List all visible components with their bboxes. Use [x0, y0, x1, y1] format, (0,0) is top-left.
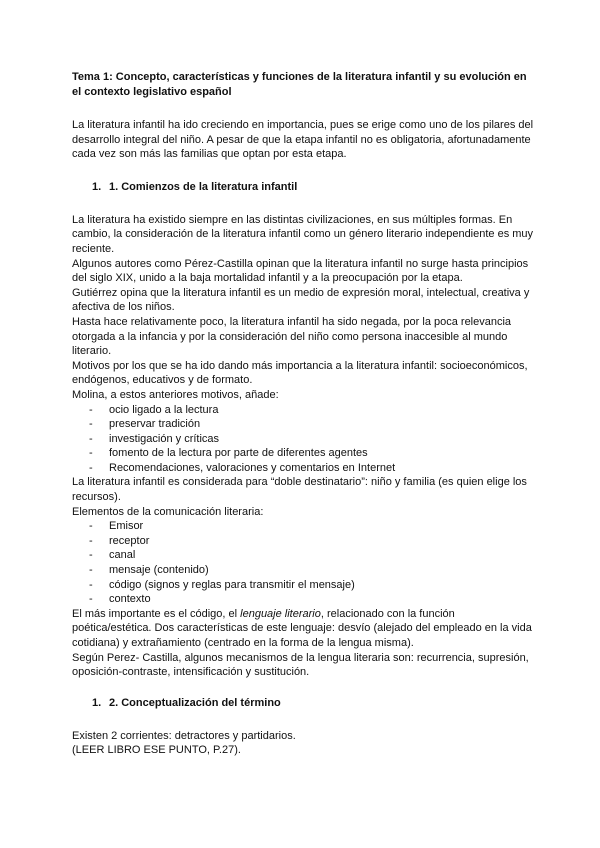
- section-1-heading: [72, 180, 534, 195]
- section-1-title: 1. Comienzos de la literatura infantil: [109, 180, 298, 193]
- s1-paragraph-9: El más importante es el código, el lenguaje literario, relacionado con la función poética/estética. Dos características de este lenguaje: desvío (alejado del empleado en la vida cotidiana) y extrañamiento (centrado en la forma de la lengua misma).: [72, 607, 532, 649]
- dash-marker: -: [89, 403, 93, 416]
- section-2-title: 2. Conceptualización del término: [109, 696, 281, 709]
- dash-marker: -: [89, 520, 93, 533]
- communication-elements-list: [72, 519, 534, 607]
- list-item: - ocio ligado a la lectura: [89, 403, 219, 416]
- s1-paragraph-3: Gutiérrez opina que la literatura infantil es un medio de expresión moral, intelectual, creativa y afectiva de los niños.: [72, 286, 530, 314]
- dash-marker: -: [89, 432, 93, 445]
- dash-marker: -: [89, 534, 93, 547]
- list-item: - receptor: [89, 534, 150, 547]
- motives-list: [72, 403, 534, 476]
- s1-paragraph-2: Algunos autores como Pérez-Castilla opinan que la literatura infantil no surge hasta principios del siglo XIX, unido a la baja mortalidad infantil y a la preocupación por la etapa.: [72, 257, 529, 285]
- section-1-number: 1.: [92, 180, 102, 193]
- emphasis-lenguaje-literario: lenguaje literario: [240, 607, 321, 620]
- list-item: - Recomendaciones, valoraciones y comentarios en Internet: [89, 461, 396, 474]
- list-item: - contexto: [89, 593, 151, 606]
- s1-paragraph-7: La literatura infantil es considerada para “doble destinatario”: niño y familia (es quien elige los recursos).: [72, 476, 527, 504]
- s2-paragraph-1: Existen 2 corrientes: detractores y partidarios.: [72, 729, 296, 742]
- list-item: - investigación y críticas: [89, 432, 220, 445]
- list-item: - mensaje (contenido): [89, 564, 209, 577]
- list-item: - código (signos y reglas para transmitir el mensaje): [89, 578, 355, 591]
- s1-paragraph-4: Hasta hace relativamente poco, la literatura infantil ha sido negada, por la poca relevancia otorgada a la infancia y por la consideración del niño como persona inaccesible al mundo literario.: [72, 315, 512, 358]
- intro-paragraph: La literatura infantil ha ido creciendo en importancia, pues se erige como uno de los pilares del desarrollo integral del niño. A pesar de que la etapa infantil no es obligatoria, afortunadamente cada vez son más las familias que optan por esta etapa.: [72, 119, 534, 161]
- list-item: - preservar tradición: [89, 418, 201, 431]
- dash-marker: -: [89, 418, 93, 431]
- dash-marker: -: [89, 578, 93, 591]
- s2-paragraph-2: (LEER LIBRO ESE PUNTO, P.27).: [72, 744, 241, 757]
- list-item: - Emisor: [89, 520, 144, 533]
- dash-marker: -: [89, 549, 93, 562]
- section-2-number: 1.: [92, 696, 102, 709]
- list-item: - canal: [89, 549, 136, 562]
- s1-paragraph-6: Molina, a estos anteriores motivos, añade:: [72, 388, 279, 401]
- s1-paragraph-5: Motivos por los que se ha ido dando más importancia a la literatura infantil: socioeconómicos, endógenos, educativos y de formato.: [72, 359, 528, 387]
- dash-marker: -: [89, 461, 93, 474]
- s1-paragraph-1: La literatura ha existido siempre en las distintas civilizaciones, en sus múltiples formas. En cambio, la consideración de la literatura infantil como un género literario independiente es muy reciente.: [72, 213, 534, 255]
- section-2-heading: [72, 696, 534, 711]
- s1-paragraph-8: Elementos de la comunicación literaria:: [72, 505, 264, 518]
- list-item: - fomento de la lectura por parte de diferentes agentes: [89, 447, 368, 460]
- dash-marker: -: [89, 564, 93, 577]
- document-page: [72, 70, 534, 758]
- dash-marker: -: [89, 593, 93, 606]
- document-title: Tema 1: Concepto, características y funciones de la literatura infantil y su evolución en el contexto legislativo español: [72, 71, 527, 98]
- s1-paragraph-10: Según Perez- Castilla, algunos mecanismos de la lengua literaria son: recurrencia, supresión, oposición-contraste, intensificación y sustitución.: [72, 651, 529, 679]
- dash-marker: -: [89, 447, 93, 460]
